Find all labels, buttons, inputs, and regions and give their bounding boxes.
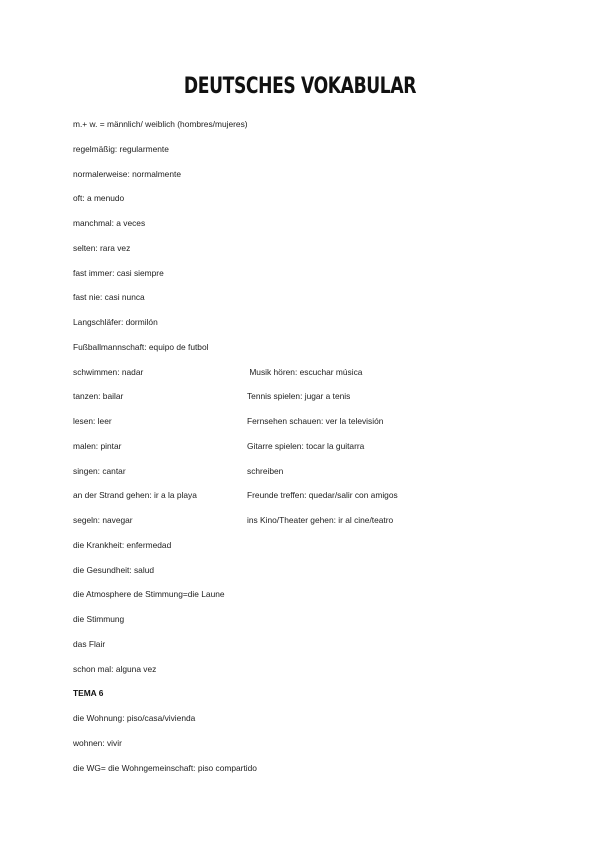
vocab-line: oft: a menudo (73, 193, 125, 203)
vocab-line: normalerweise: normalmente (73, 169, 181, 179)
vocab-right-entry: Fernsehen schauen: ver la televisión (247, 416, 384, 426)
vocab-line: wohnen: vivir (73, 738, 122, 748)
vocab-line: die WG= die Wohngemeinschaft: piso compartido (73, 763, 257, 773)
vocab-line: die Atmosphere de Stimmung=die Laune (73, 589, 225, 599)
vocab-right-entry: ins Kino/Theater gehen: ir al cine/teatro (247, 515, 394, 525)
vocab-line: die Stimmung (73, 614, 125, 624)
vocab-line: m.+ w. = männlich/ weiblich (hombres/mujeres) (73, 119, 248, 129)
vocab-right-entry: Gitarre spielen: tocar la guitarra (247, 441, 365, 451)
vocab-right-entry: Freunde treffen: quedar/salir con amigos (247, 490, 398, 500)
vocab-right-entry: Musik hören: escuchar música (247, 367, 363, 377)
vocab-line: fast nie: casi nunca (73, 292, 145, 302)
vocab-line: selten: rara vez (73, 243, 131, 253)
vocab-left-entry: segeln: navegar (73, 515, 133, 525)
vocab-line: das Flair (73, 639, 106, 649)
vocab-left-entry: malen: pintar (73, 441, 122, 451)
vocab-left-entry: an der Strand gehen: ir a la playa (73, 490, 197, 500)
vocab-line: regelmäßig: regularmente (73, 144, 169, 154)
vocab-line: die Wohnung: piso/casa/vivienda (73, 713, 196, 723)
page-title: DEUTSCHES VOKABULAR (183, 74, 417, 99)
section-heading: TEMA 6 (73, 688, 104, 698)
vocab-left-entry: schwimmen: nadar (73, 367, 144, 377)
vocab-line: die Gesundheit: salud (73, 565, 155, 575)
vocab-line: manchmal: a veces (73, 218, 146, 228)
vocab-right-entry: Tennis spielen: jugar a tenis (247, 391, 351, 401)
vocab-right-entry: schreiben (247, 466, 284, 476)
vocab-line: die Krankheit: enfermedad (73, 540, 172, 550)
vocab-line: fast immer: casi siempre (73, 268, 164, 278)
vocab-line: schon mal: alguna vez (73, 664, 157, 674)
vocab-left-entry: tanzen: bailar (73, 391, 124, 401)
vocab-line: Langschläfer: dormilón (73, 317, 158, 327)
vocab-line: Fußballmannschaft: equipo de futbol (73, 342, 209, 352)
vocab-left-entry: singen: cantar (73, 466, 126, 476)
vocab-left-entry: lesen: leer (73, 416, 112, 426)
